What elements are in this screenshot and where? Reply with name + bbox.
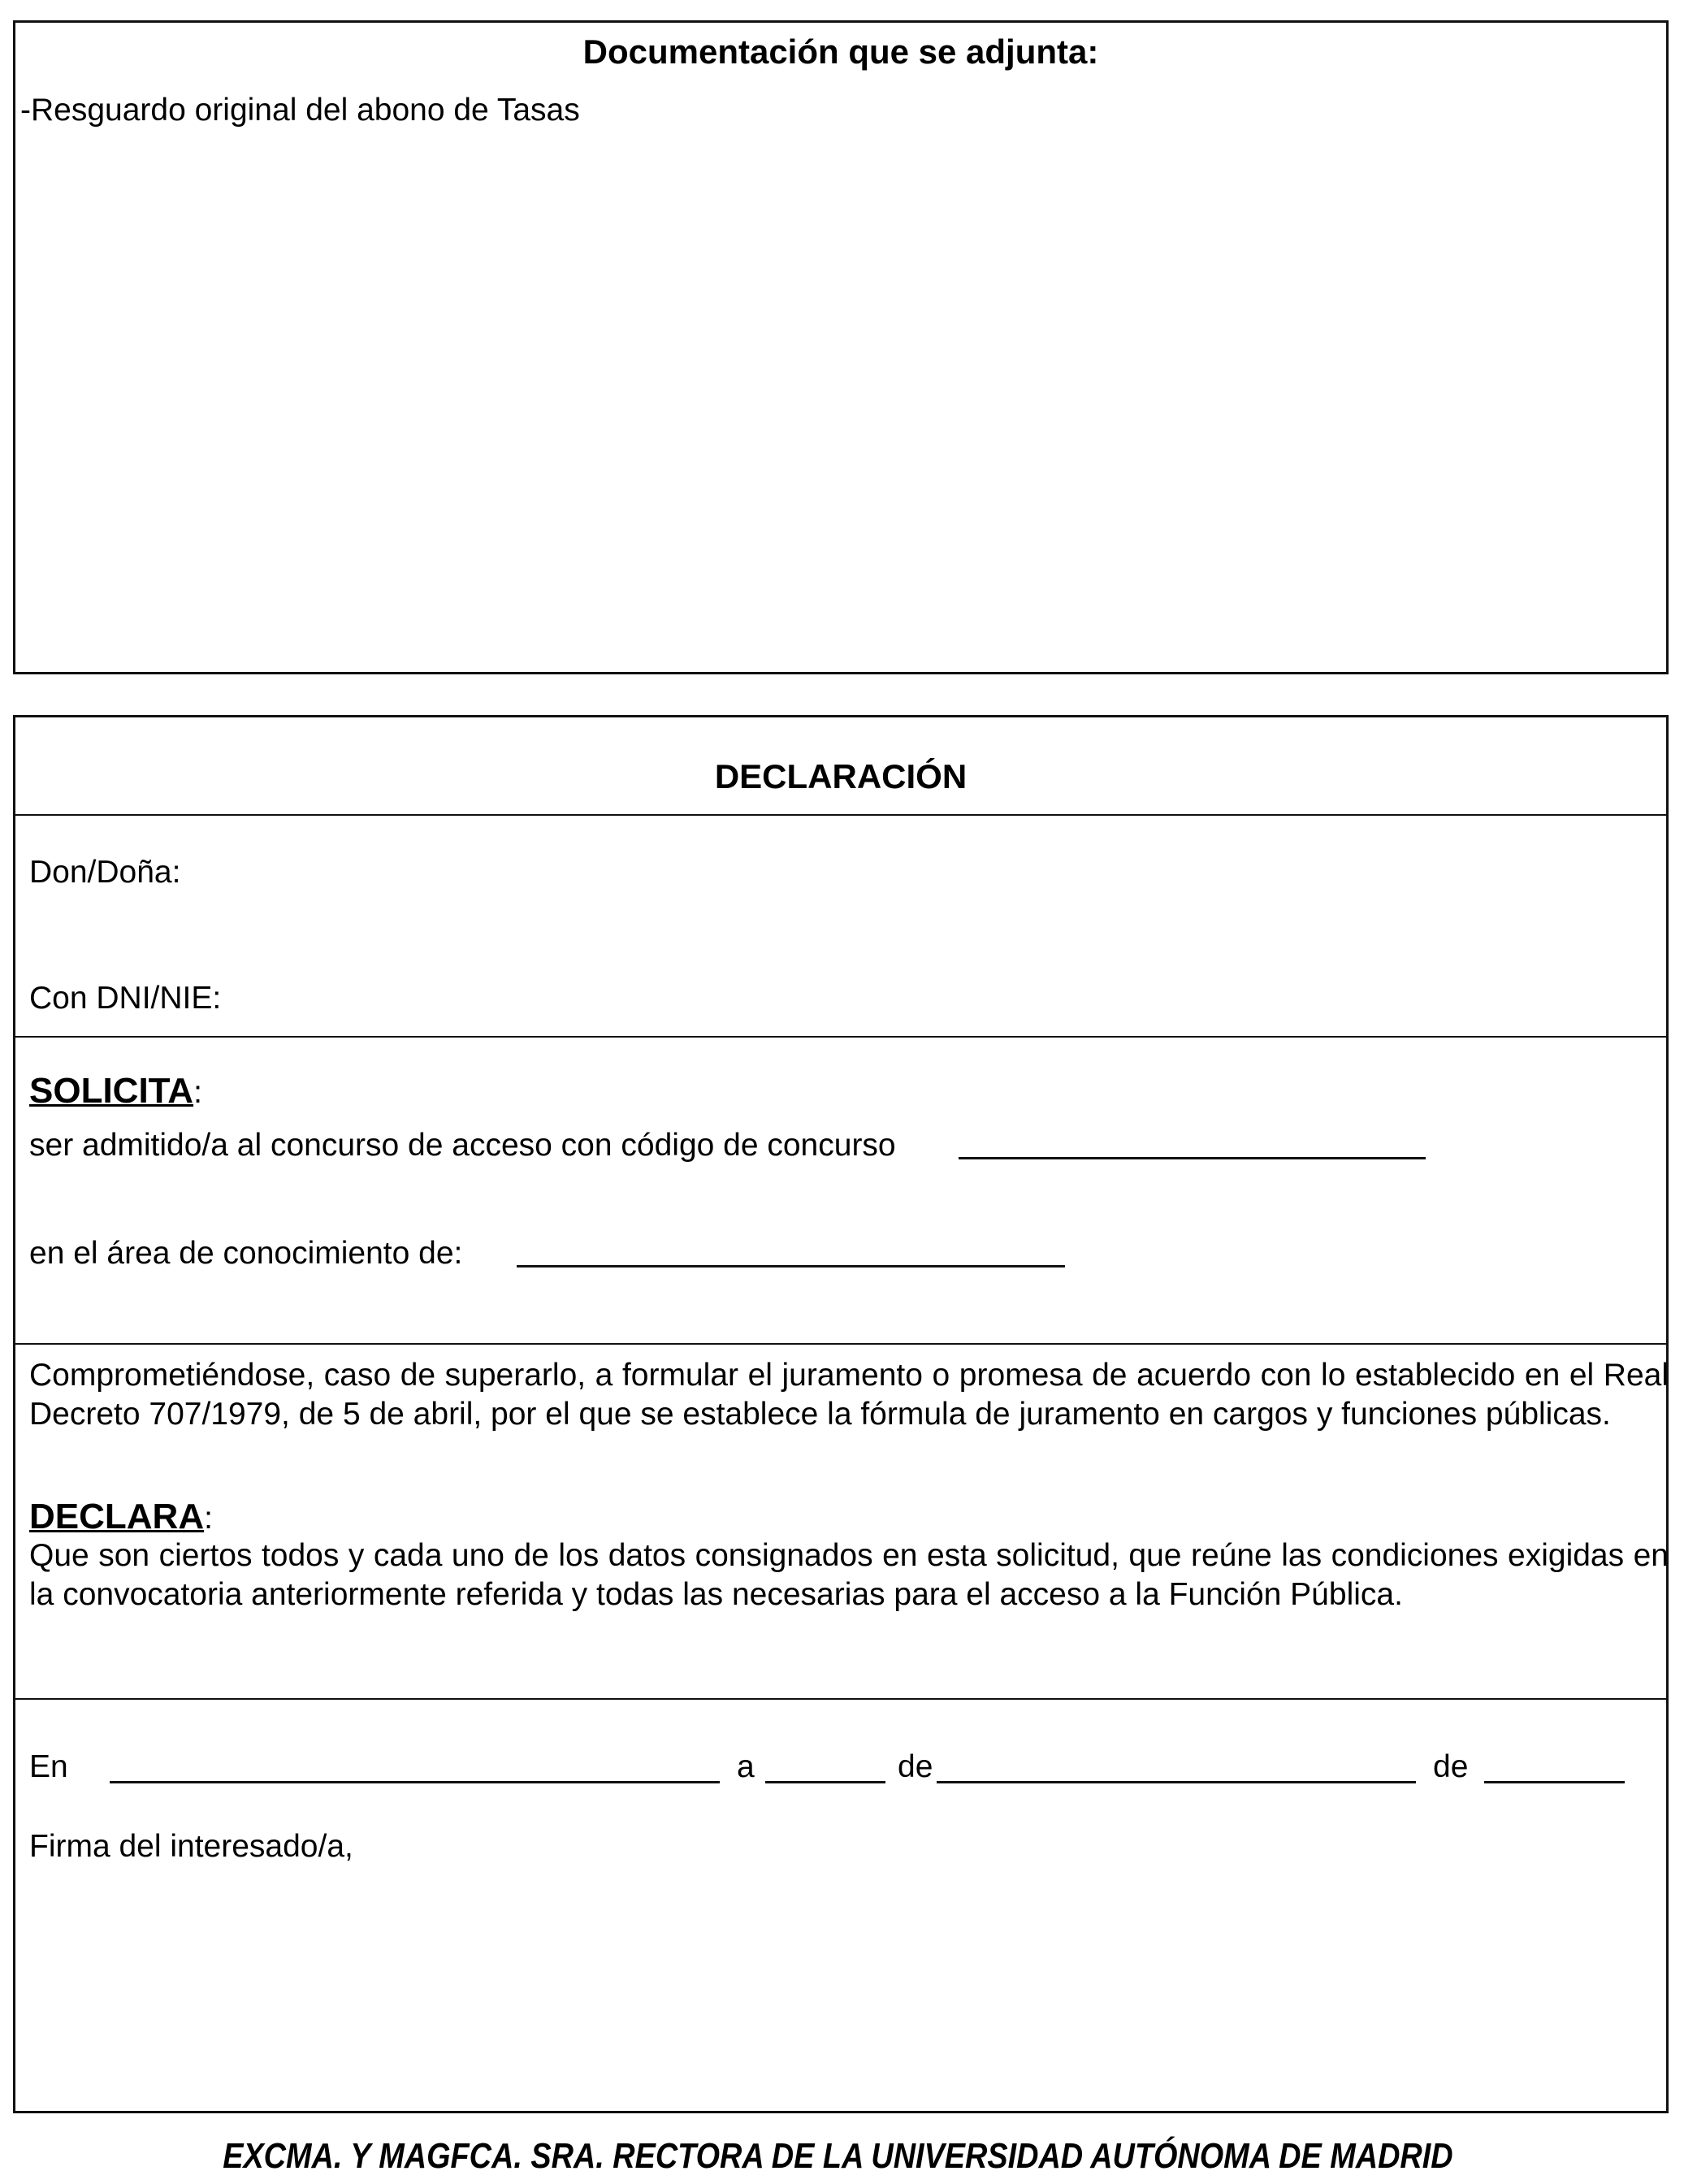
solicita-heading-text: SOLICITA xyxy=(29,1071,194,1111)
attachment-item: -Resguardo original del abono de Tasas xyxy=(20,93,580,128)
year-label: de xyxy=(1433,1749,1469,1784)
addressee-footer: EXCMA. Y MAGFCA. SRA. RECTORA DE LA UNIVERSIDAD AUTÓNOMA DE MADRID xyxy=(223,2136,1453,2176)
declara-heading xyxy=(29,1493,213,1542)
solicita-line-area: en el área de conocimiento de: xyxy=(29,1236,463,1271)
don-label: Don/Doña: xyxy=(29,855,181,890)
month-label: de xyxy=(898,1749,933,1784)
declaration-header xyxy=(15,717,1666,816)
signature-label: Firma del interesado/a, xyxy=(29,1829,353,1864)
attachments-title: Documentación que se adjunta: xyxy=(582,32,1099,71)
declaration-box xyxy=(13,715,1669,2113)
dni-label: Con DNI/NIE: xyxy=(29,981,222,1016)
area-field[interactable] xyxy=(517,1265,1065,1268)
solicita-heading xyxy=(29,1068,202,1116)
solicita-colon: : xyxy=(193,1075,202,1110)
solicita-section xyxy=(15,1038,1666,1345)
signature-area[interactable] xyxy=(29,1887,842,2098)
place-label: En xyxy=(29,1749,68,1784)
identity-section xyxy=(15,816,1666,1038)
attachments-box xyxy=(13,20,1669,674)
month-field[interactable] xyxy=(937,1781,1416,1783)
declara-section xyxy=(15,1345,1669,1700)
signature-section xyxy=(15,1700,1666,2113)
declara-heading-text: DECLARA xyxy=(29,1497,205,1536)
day-label: a xyxy=(737,1749,755,1784)
day-field[interactable] xyxy=(765,1781,885,1783)
place-field[interactable] xyxy=(110,1781,720,1783)
concurso-code-field[interactable] xyxy=(959,1157,1426,1159)
compromiso-text: Comprometiéndose, caso de superarlo, a formular el juramento o promesa de acuerdo con lo establecido en el Real Decreto 707/1979, de 5 de abril, por el que se establece la fórmula de juramento en cargos y funciones públicas. xyxy=(29,1358,1669,1432)
declaration-title: DECLARACIÓN xyxy=(714,757,968,795)
declara-text: Que son ciertos todos y cada uno de los datos consignados en esta solicitud, que reúne las condiciones exigidas en la convocatoria anteriormente referida y todas las necesarias para el acceso a la Función Pública. xyxy=(29,1538,1669,1612)
year-field[interactable] xyxy=(1484,1781,1625,1783)
declara-colon: : xyxy=(204,1501,213,1536)
solicita-line-code: ser admitido/a al concurso de acceso con código de concurso xyxy=(29,1128,896,1163)
